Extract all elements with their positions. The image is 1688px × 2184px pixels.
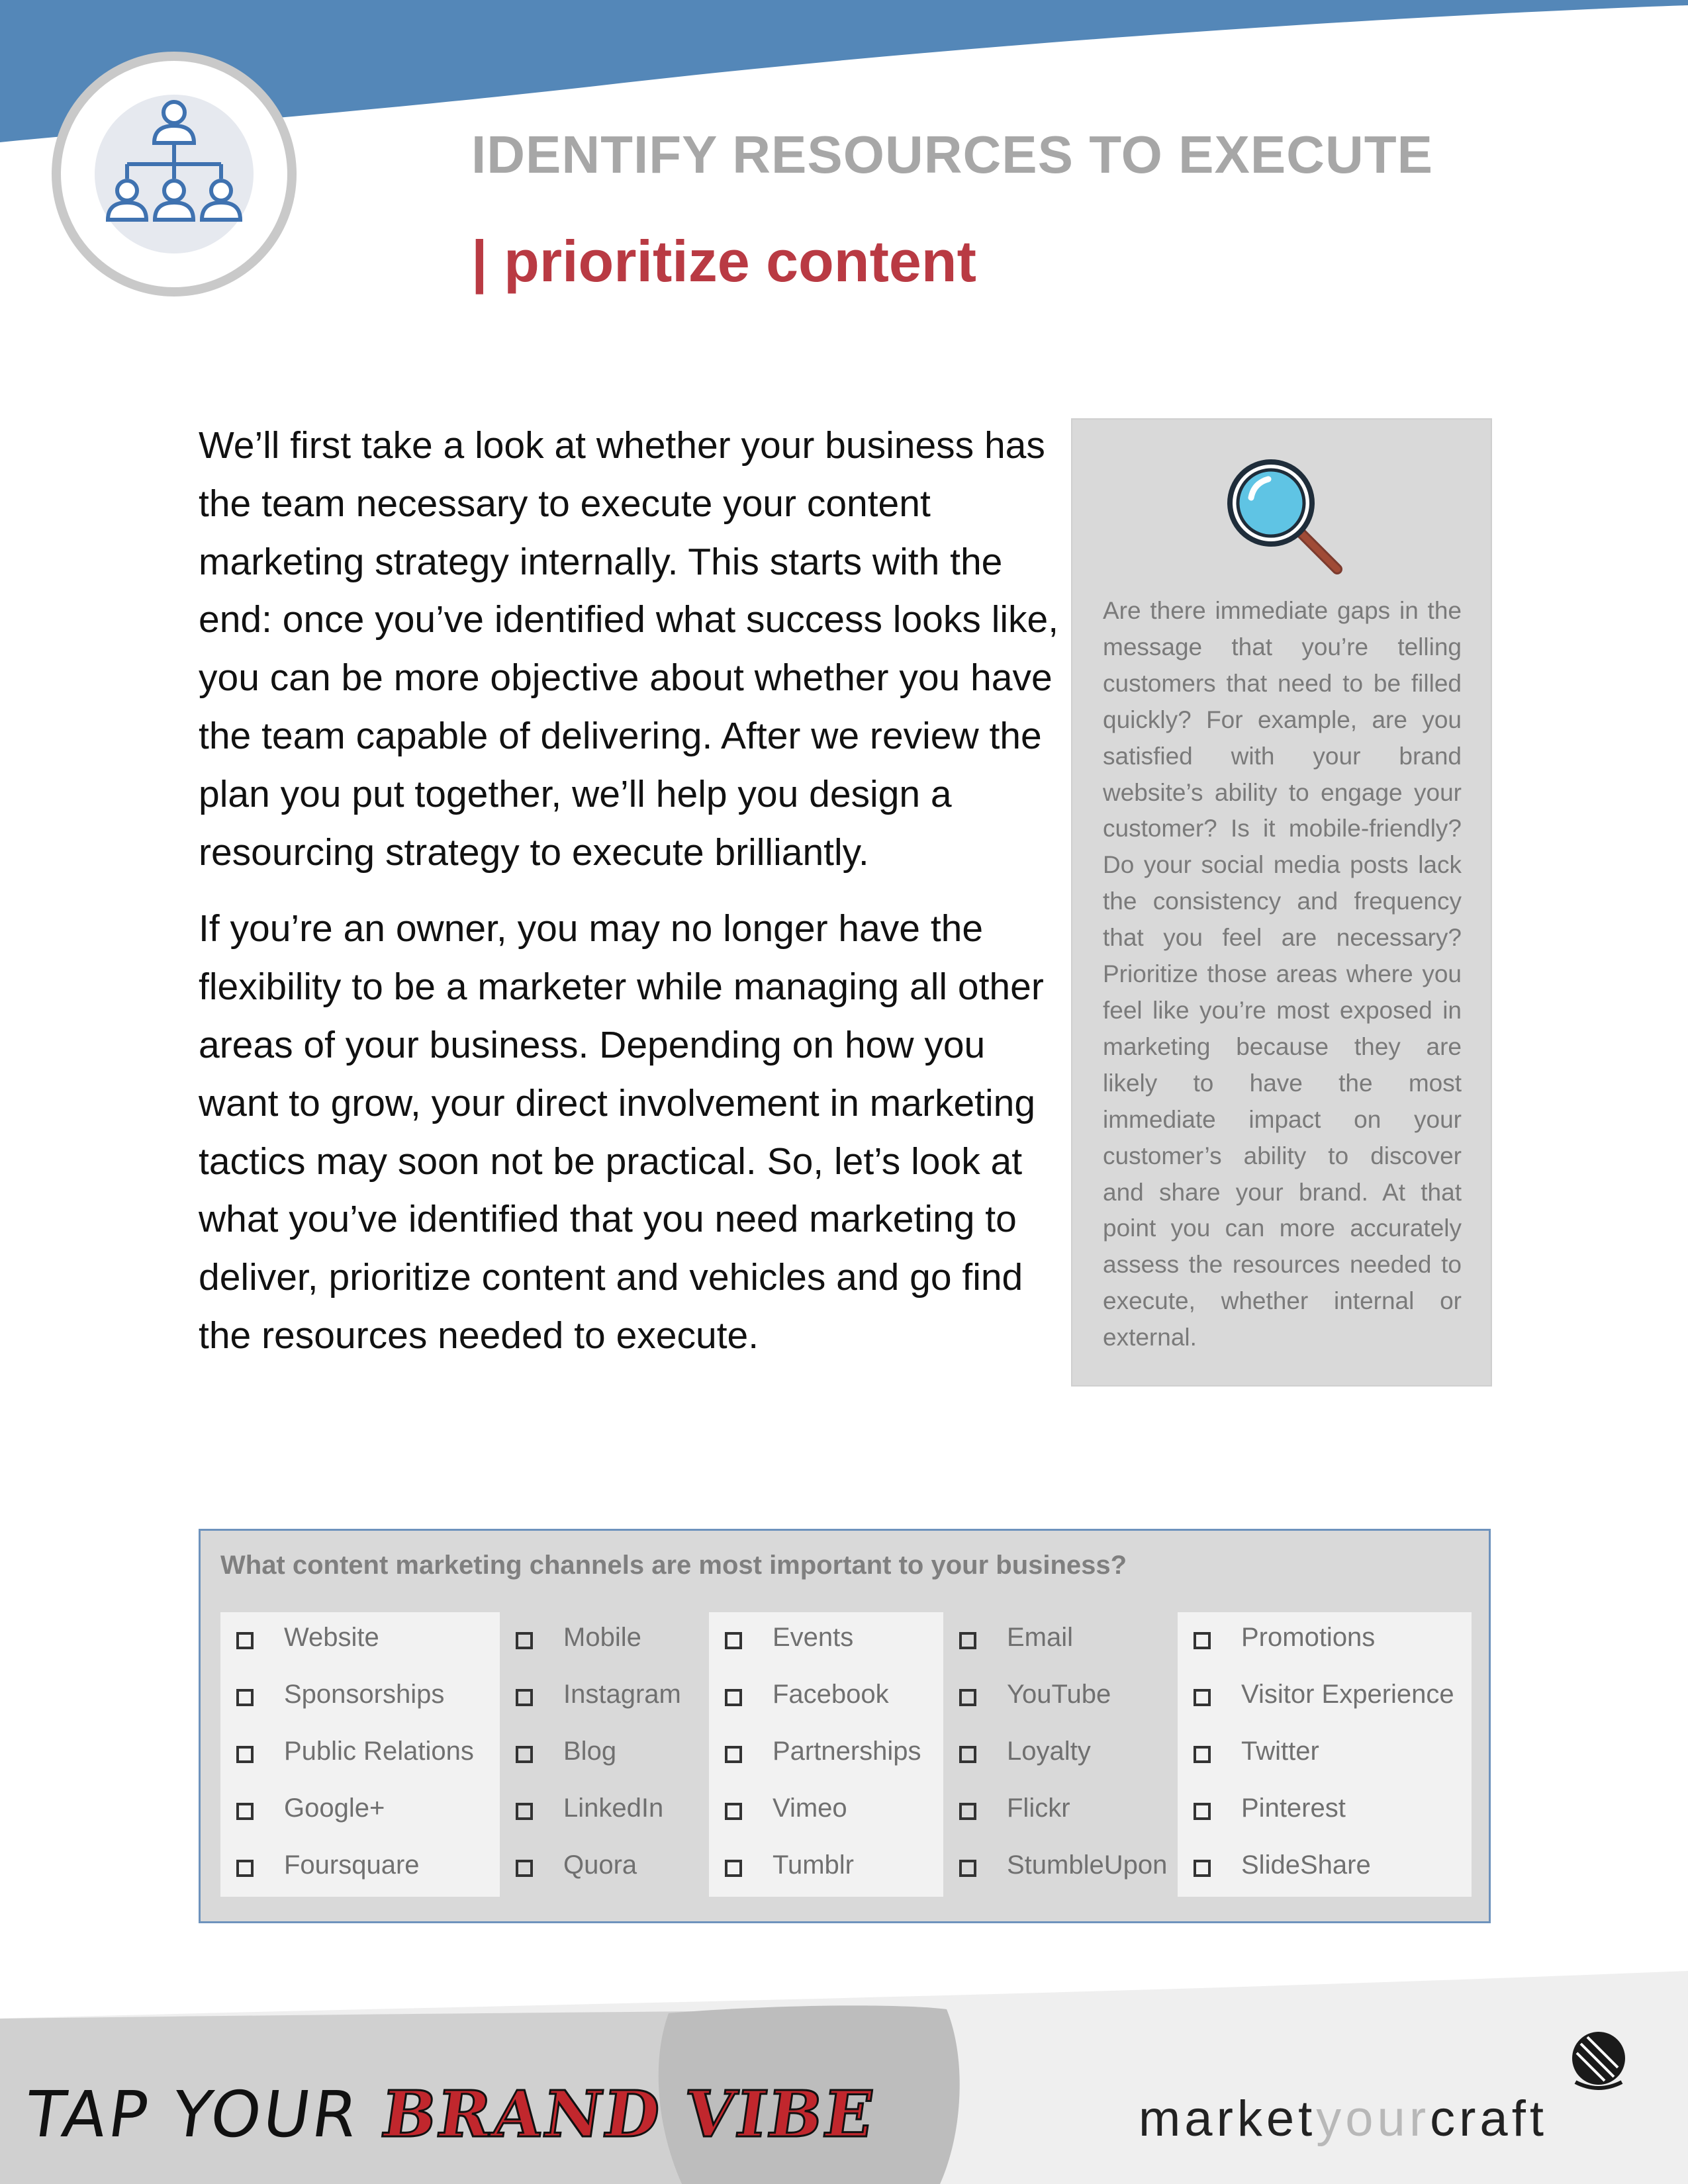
channel-label: Public Relations bbox=[284, 1737, 474, 1766]
channel-label: SlideShare bbox=[1241, 1850, 1371, 1880]
channel-option[interactable] bbox=[709, 1677, 943, 1717]
channel-label: Quora bbox=[563, 1850, 637, 1880]
channels-column-5 bbox=[1178, 1612, 1472, 1897]
footer-tagline bbox=[21, 2077, 880, 2152]
channel-option[interactable] bbox=[220, 1848, 500, 1888]
channel-option[interactable] bbox=[500, 1734, 709, 1774]
org-chart-icon bbox=[86, 86, 262, 262]
sidebar-text: Are there immediate gaps in the message that you’re telling customers that need to be filled quickly? For example, are you satisfied with your brand website’s ability to engage your customer? Is it mobile-friendly? Do your social media posts lack the consistency and frequency that you feel are necessary? Prioritize those areas where you feel like you’re most exposed in marketing because they are likely to have the most immediate impact on your customer’s ability to discover and share your brand. At that point you can more accurately assess the resources needed to execute, whether internal or external. bbox=[1103, 597, 1462, 1351]
channel-label: Promotions bbox=[1241, 1623, 1376, 1652]
checkbox[interactable] bbox=[959, 1803, 976, 1820]
channel-option[interactable] bbox=[1178, 1620, 1472, 1660]
channel-label: Pinterest bbox=[1241, 1794, 1346, 1823]
channel-label: YouTube bbox=[1007, 1680, 1111, 1709]
channel-label: Google+ bbox=[284, 1794, 385, 1823]
checkbox[interactable] bbox=[959, 1632, 976, 1649]
channel-option[interactable] bbox=[500, 1791, 709, 1831]
channels-question: What content marketing channels are most important to your business? bbox=[220, 1551, 1127, 1580]
channel-option[interactable] bbox=[500, 1848, 709, 1888]
checkbox[interactable] bbox=[236, 1746, 254, 1763]
channel-option[interactable] bbox=[220, 1677, 500, 1717]
page-subtitle: | prioritize content bbox=[471, 228, 976, 294]
channel-option[interactable] bbox=[220, 1791, 500, 1831]
checkbox[interactable] bbox=[516, 1632, 533, 1649]
footer-logo-wordmark bbox=[1139, 2090, 1548, 2148]
channels-column-3 bbox=[709, 1612, 943, 1897]
channel-label: Events bbox=[773, 1623, 854, 1652]
checkbox[interactable] bbox=[959, 1746, 976, 1763]
channel-option[interactable] bbox=[709, 1791, 943, 1831]
wordmark-your: your bbox=[1316, 2091, 1430, 2147]
checkbox[interactable] bbox=[959, 1860, 976, 1877]
channel-label: Twitter bbox=[1241, 1737, 1319, 1766]
channel-option[interactable] bbox=[943, 1734, 1178, 1774]
channel-label: Facebook bbox=[773, 1680, 889, 1709]
checkbox[interactable] bbox=[1194, 1689, 1211, 1706]
checkbox[interactable] bbox=[959, 1689, 976, 1706]
channel-label: Vimeo bbox=[773, 1794, 847, 1823]
channel-label: Tumblr bbox=[773, 1850, 854, 1880]
channel-option[interactable] bbox=[943, 1791, 1178, 1831]
checkbox[interactable] bbox=[725, 1746, 742, 1763]
checkbox[interactable] bbox=[1194, 1632, 1211, 1649]
channel-label: Sponsorships bbox=[284, 1680, 445, 1709]
checkbox[interactable] bbox=[725, 1689, 742, 1706]
channel-label: Partnerships bbox=[773, 1737, 921, 1766]
channel-option[interactable] bbox=[1178, 1848, 1472, 1888]
channel-option[interactable] bbox=[943, 1677, 1178, 1717]
checkbox[interactable] bbox=[516, 1689, 533, 1706]
checkbox[interactable] bbox=[1194, 1860, 1211, 1877]
channel-label: Instagram bbox=[563, 1680, 681, 1709]
wordmark-craft: craft bbox=[1430, 2091, 1548, 2147]
body-paragraph-2: If you’re an owner, you may no longer have the flexibility to be a marketer while managing all other areas of your business. Depending on how you want to grow, your direct involvement in marketing tactics may soon not be practical. So, let’s look at what you’ve identified that you need marketing to deliver, prioritize content and vehicles and go find the resources needed to execute. bbox=[199, 907, 1044, 1357]
checkbox[interactable] bbox=[516, 1746, 533, 1763]
checkbox[interactable] bbox=[725, 1860, 742, 1877]
checkbox[interactable] bbox=[725, 1803, 742, 1820]
checkbox[interactable] bbox=[236, 1860, 254, 1877]
channel-option[interactable] bbox=[1178, 1677, 1472, 1717]
channel-option[interactable] bbox=[220, 1734, 500, 1774]
checkbox[interactable] bbox=[1194, 1803, 1211, 1820]
channel-option[interactable] bbox=[709, 1620, 943, 1660]
channel-label: Website bbox=[284, 1623, 379, 1652]
footer-brand-vibe: BRAND VIBE bbox=[377, 2077, 880, 2152]
channel-option[interactable] bbox=[1178, 1791, 1472, 1831]
channel-option[interactable] bbox=[220, 1620, 500, 1660]
checkbox[interactable] bbox=[516, 1803, 533, 1820]
channel-option[interactable] bbox=[500, 1677, 709, 1717]
sidebar-callout bbox=[1071, 418, 1492, 1387]
logo-badge bbox=[52, 52, 297, 296]
footer-tagline-prefix: TAP YOUR bbox=[21, 2077, 365, 2152]
checkbox[interactable] bbox=[236, 1689, 254, 1706]
checkbox[interactable] bbox=[236, 1803, 254, 1820]
channel-label: StumbleUpon bbox=[1007, 1850, 1168, 1880]
channel-option[interactable] bbox=[500, 1620, 709, 1660]
channel-label: Foursquare bbox=[284, 1850, 420, 1880]
channel-label: Email bbox=[1007, 1623, 1074, 1652]
channel-option[interactable] bbox=[943, 1620, 1178, 1660]
checkbox[interactable] bbox=[516, 1860, 533, 1877]
checkbox[interactable] bbox=[725, 1632, 742, 1649]
magnifier-icon bbox=[1219, 451, 1352, 584]
channel-option[interactable] bbox=[709, 1848, 943, 1888]
checkbox[interactable] bbox=[236, 1632, 254, 1649]
channel-label: Loyalty bbox=[1007, 1737, 1091, 1766]
channels-column-1 bbox=[220, 1612, 500, 1897]
channels-column-2 bbox=[500, 1612, 709, 1897]
channel-label: Blog bbox=[563, 1737, 617, 1766]
body-text bbox=[199, 417, 1066, 1384]
channel-option[interactable] bbox=[1178, 1734, 1472, 1774]
channel-label: Mobile bbox=[563, 1623, 641, 1652]
channels-panel bbox=[199, 1529, 1491, 1923]
wordmark-market: market bbox=[1139, 2091, 1317, 2147]
channel-option[interactable] bbox=[943, 1848, 1178, 1888]
body-paragraph-1: We’ll first take a look at whether your business has the team necessary to execute your content marketing strategy internally. This starts with the end: once you’ve identified what success looks like, you can be more objective about whether you have the team capable of delivering. After we review the plan you put together, we’ll help you design a resourcing strategy to execute brilliantly. bbox=[199, 424, 1059, 874]
channels-column-4 bbox=[943, 1612, 1178, 1897]
craft-logo-icon bbox=[1562, 2025, 1635, 2098]
channel-label: Flickr bbox=[1007, 1794, 1070, 1823]
channel-label: Visitor Experience bbox=[1241, 1680, 1454, 1709]
page-title: IDENTIFY RESOURCES TO EXECUTE bbox=[471, 125, 1433, 184]
channel-label: LinkedIn bbox=[563, 1794, 664, 1823]
channel-option[interactable] bbox=[709, 1734, 943, 1774]
checkbox[interactable] bbox=[1194, 1746, 1211, 1763]
